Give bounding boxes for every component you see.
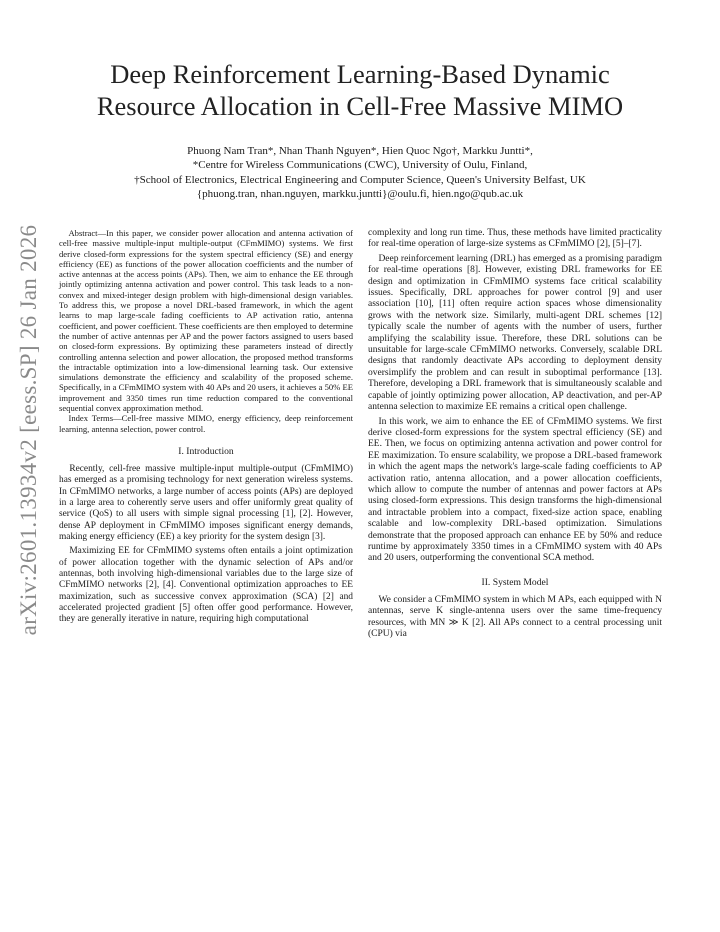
intro-paragraph-5: In this work, we aim to enhance the EE of CFmMIMO systems. We first derive closed-form expressions for the system spectral efficiency (SE) and EE. Then, we focus on optimizing antenna activation and power control for EE maximization. To ensure scalability, we propose a DRL-based framework in which the agent maps the network's large-scale fading coefficients to AP activation ratio, antenna allocation, and a power allocation coefficients, which allow to compute the number of antennas and power factors at APs using closed-form expressions. This design transforms the high-dimensional and intractable problem into a compact, fixed-size action space, enabling scalable and low-complexity DRL-based optimization. Simulations demonstrate that the proposed approach can enhance EE by 50% and reduce runtime by approximately 3350 times in a CFmMIMO system with 40 APs and 20 users, outperforming the conventional SCA method. bbox=[368, 416, 662, 564]
intro-paragraph-2: Maximizing EE for CFmMIMO systems often entails a joint optimization of power allocation together with the dynamic selection of APs and/or antennas, both involving high-dimensional variables due to the large size of CFmMIMO networks [2], [4]. Conventional optimization approaches to EE maximization, such as successive convex approximation (SCA) [2] and accelerated projected gradient [5] often offer good performance. However, they are generally iterative in nature, requiring high computational bbox=[59, 546, 353, 625]
left-column bbox=[59, 228, 353, 626]
system-model-paragraph-1: We consider a CFmMIMO system in which M APs, each equipped with N antennas, serve K single-antenna users over the same time-frequency resources, with MN ≫ K [2]. All APs connect to a central processing unit (CPU) via bbox=[368, 594, 662, 639]
arxiv-id-text: arXiv:2601.13934v2 [eess.SP] 26 Jan 2026 bbox=[16, 224, 41, 636]
intro-paragraph-3: complexity and long run time. Thus, these methods have limited practicality for real-time operation of large-size systems as CFmMIMO [2], [5]–[7]. bbox=[368, 228, 662, 250]
affiliation-oulu: *Centre for Wireless Communications (CWC), University of Oulu, Finland, bbox=[192, 159, 528, 172]
abstract: Abstract—In this paper, we consider power allocation and antenna activation of cell-free massive multiple-input multiple-output (CFmMIMO) systems. We first derive closed-form expressions for the system spectral efficiency (SE) and energy efficiency (EE) as functions of the power allocation coefficients and the number of active antennas at the access points (APs). Then, we aim to enhance the EE through jointly optimizing antenna activation and power control. This task leads to a non-convex and mixed-integer design problem with high-dimensional design variables. To address this, we propose a novel DRL-based framework, in which the agent learns to map large-scale fading coefficients to AP activation ratio, antenna coefficient, and power coefficient. These coefficients are then employed to determine the number of active antennas per AP and the power factors assigned to users based on closed-form expressions. By optimizing these parameters instead of directly controlling antenna selection and power allocation, the proposed method transforms the intractable optimization into a low-dimensional learning task. Our extensive simulations demonstrate the efficiency and scalability of the proposed scheme. Specifically, in a CFmMIMO system with 40 APs and 20 users, it achieves a 50% EE improvement and 3350 times run time reduction compared to the conventional sequential convex approximation method. bbox=[59, 228, 353, 414]
section-heading-introduction: I. Introduction bbox=[178, 445, 234, 457]
author-block bbox=[60, 144, 660, 201]
intro-paragraph-1: Recently, cell-free massive multiple-input multiple-output (CFmMIMO) has emerged as a promising technology for next generation wireless systems. In CFmMIMO networks, a large number of access points (APs) are deployed in a large area to coherently serve users and offer uniformly great quality of service (QoS) to all users with simple signal processing [1], [2]. However, dense AP deployment in CFmMIMO imposes significant energy demands, making energy efficiency (EE) a key priority for the system design [3]. bbox=[59, 463, 353, 542]
right-column bbox=[368, 228, 662, 640]
index-terms: Index Terms—Cell-free massive MIMO, energy efficiency, deep reinforcement learning, antenna selection, power control. bbox=[59, 413, 353, 434]
paper-title: Deep Reinforcement Learning-Based Dynamic Resource Allocation in Cell-Free Massive MIMO bbox=[96, 59, 624, 121]
arxiv-identifier bbox=[6, 210, 52, 650]
intro-paragraph-4: Deep reinforcement learning (DRL) has emerged as a promising paradigm for real-time operations [8]. However, existing DRL frameworks for EE design and optimization in CFmMIMO systems face critical scalability issues. Specifically, DRL approaches for power control [9] and user association [10], [11] often require action spaces whose dimensionality grows with the network size. Similarly, multi-agent DRL schemes [12] typically scale the number of agents with the number of users, further amplifying the scalability issue. Therefore, these DRL solutions can be unsuitable for large-scale CFmMIMO networks. Conversely, scalable DRL designs that randomly deactivate APs according to deployment density oversimplify the problem and can result in suboptimal performance [13]. Therefore, developing a DRL framework that is simultaneously scalable and capable of jointly optimizing power allocation, AP deactivation, and per-AP antenna selection to maximize EE remains a critical open challenge. bbox=[368, 253, 662, 413]
section-heading-system-model: II. System Model bbox=[481, 576, 549, 588]
author-names: Phuong Nam Tran*, Nhan Thanh Nguyen*, Hien Quoc Ngo†, Markku Juntti*, bbox=[187, 145, 533, 157]
affiliation-belfast: †School of Electronics, Electrical Engineering and Computer Science, Queen's University Belfast, UK bbox=[134, 173, 586, 186]
author-emails: {phuong.tran, nhan.nguyen, markku.juntti}@oulu.fi, hien.ngo@qub.ac.uk bbox=[196, 187, 524, 200]
